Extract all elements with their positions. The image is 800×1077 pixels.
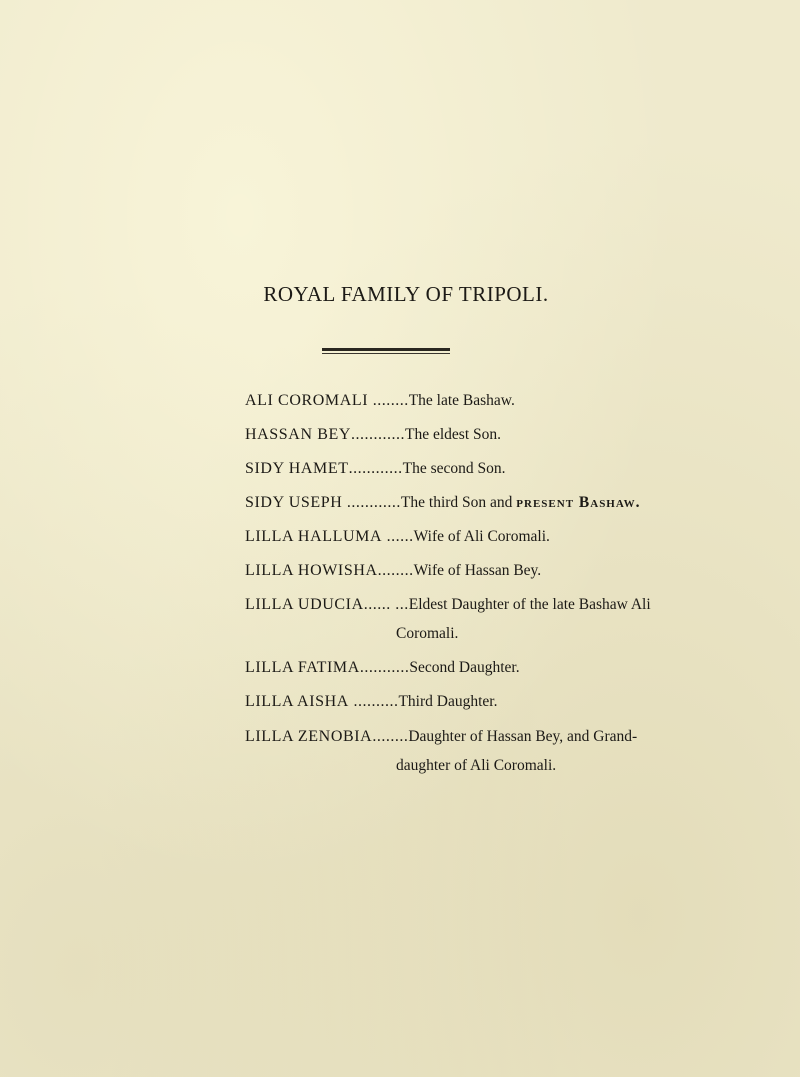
leader-dots: ........: [372, 728, 409, 745]
member-description: Eldest Daughter of the late Bashaw Ali: [408, 596, 651, 613]
member-name: LILLA UDUCIA: [245, 596, 364, 613]
member-description: The second Son.: [402, 460, 506, 477]
page-title: ROYAL FAMILY OF TRIPOLI.: [263, 282, 549, 306]
leader-dots: ...... ...: [363, 596, 409, 613]
member-name: LILLA HOWISHA: [245, 562, 378, 579]
member-description-continuation: Coromali.: [396, 625, 459, 642]
family-entry: [245, 658, 725, 678]
family-entry: [245, 727, 725, 747]
member-name: LILLA AISHA: [245, 693, 349, 710]
member-name: LILLA ZENOBIA: [245, 728, 373, 745]
member-description: Wife of Hassan Bey.: [413, 562, 542, 579]
member-name: HASSAN BEY: [245, 426, 352, 443]
family-entry: [245, 595, 725, 615]
family-entry: [245, 391, 725, 411]
member-description: Wife of Ali Coromali.: [413, 528, 550, 545]
member-name: LILLA HALLUMA: [245, 528, 383, 545]
member-description: Third Daughter.: [398, 693, 498, 710]
member-name: SIDY HAMET: [245, 460, 349, 477]
title-rule-thick: [322, 348, 450, 351]
family-entry: [245, 692, 725, 712]
family-entry: [245, 493, 725, 513]
leader-dots: ...........: [359, 659, 410, 676]
family-entry: [245, 425, 725, 445]
member-description: Second Daughter.: [409, 659, 520, 676]
member-description-emphasis: present Bashaw.: [516, 494, 641, 511]
leader-dots: ............: [351, 426, 406, 443]
member-name: ALI COROMALI: [245, 392, 369, 409]
leader-dots: ............: [342, 494, 401, 511]
member-name: LILLA FATIMA: [245, 659, 360, 676]
family-entry: [245, 459, 725, 479]
leader-dots: ......: [382, 528, 414, 545]
title-rule-thin: [322, 353, 450, 354]
family-entry: [245, 561, 725, 581]
leader-dots: ........: [377, 562, 414, 579]
leader-dots: ..........: [348, 693, 399, 710]
leader-dots: ........: [368, 392, 409, 409]
leader-dots: ............: [348, 460, 403, 477]
member-description-continuation: daughter of Ali Coromali.: [396, 757, 557, 774]
member-description: The late Bashaw.: [408, 392, 515, 409]
family-entry: [245, 527, 725, 547]
member-description: The eldest Son.: [405, 426, 502, 443]
member-description: The third Son and: [400, 494, 517, 511]
member-name: SIDY USEPH: [245, 494, 343, 511]
member-description: Daughter of Hassan Bey, and Grand-: [408, 728, 638, 745]
